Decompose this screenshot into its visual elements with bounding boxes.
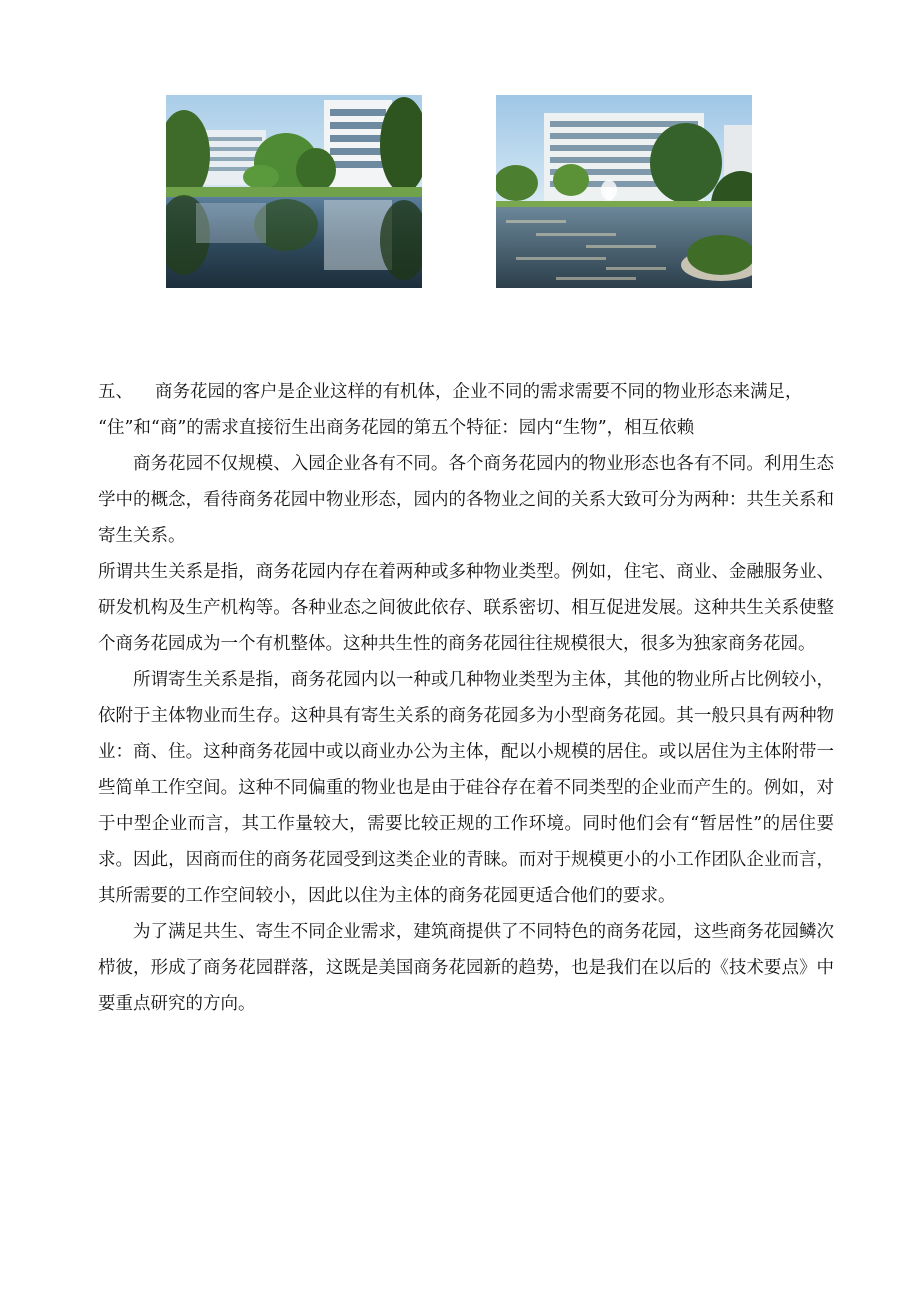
paragraph-parasitism: 所谓寄生关系是指，商务花园内以一种或几种物业类型为主体，其他的物业所占比例较小，依附于主体物业而生存。这种具有寄生关系的商务花园多为小型商务花园。其一般只具有两种物业：商、住。这种商务花园中或以商业办公为主体，配以小规模的居住。或以居住为主体附带一些简单工作空间。这种不同偏重的物业也是由于硅谷存在着不同类型的企业而产生的。例如，对于中型企业而言，其工作量较大，需要比较正规的工作环境。同时他们会有“暂居性”的居住要求。因此，因商而住的商务花园受到这类企业的青睐。而对于规模更小的小工作团队企业而言，其所需要的工作空间较小，因此以住为主体的商务花园更适合他们的要求。 xyxy=(98,670,834,906)
section-heading xyxy=(98,374,834,446)
paragraph-symbiosis: 所谓共生关系是指，商务花园内存在着两种或多种物业类型。例如，住宅、商业、金融服务业、研发机构及生产机构等。各种业态之间彼此依存、联系密切、相互促进发展。这种共生关系使整个商务花园成为一个有机整体。这种共生性的商务花园往往规模很大，很多为独家商务花园。 xyxy=(98,562,834,654)
section-heading-line2: “住”和“商”的需求直接衍生出商务花园的第五个特征：园内“生物”，相互依赖 xyxy=(98,418,695,438)
business-park-fountain-photo-right xyxy=(496,95,752,288)
paragraph-conclusion: 为了满足共生、寄生不同企业需求，建筑商提供了不同特色的商务花园，这些商务花园鳞次栉彼，形成了商务花园群落，这既是美国商务花园新的趋势，也是我们在以后的《技术要点》中要重点研究的方向。 xyxy=(98,922,834,1014)
article-body xyxy=(98,374,834,1022)
paragraph-intro: 商务花园不仅规模、入园企业各有不同。各个商务花园内的物业形态也各有不同。利用生态学中的概念，看待商务花园中物业形态，园内的各物业之间的关系大致可分为两种：共生关系和寄生关系。 xyxy=(98,454,834,546)
section-number: 五、 xyxy=(98,382,133,402)
section-heading-line1: 商务花园的客户是企业这样的有机体，企业不同的需求需要不同的物业形态来满足， xyxy=(155,382,803,402)
business-park-pond-photo-left xyxy=(166,95,422,288)
